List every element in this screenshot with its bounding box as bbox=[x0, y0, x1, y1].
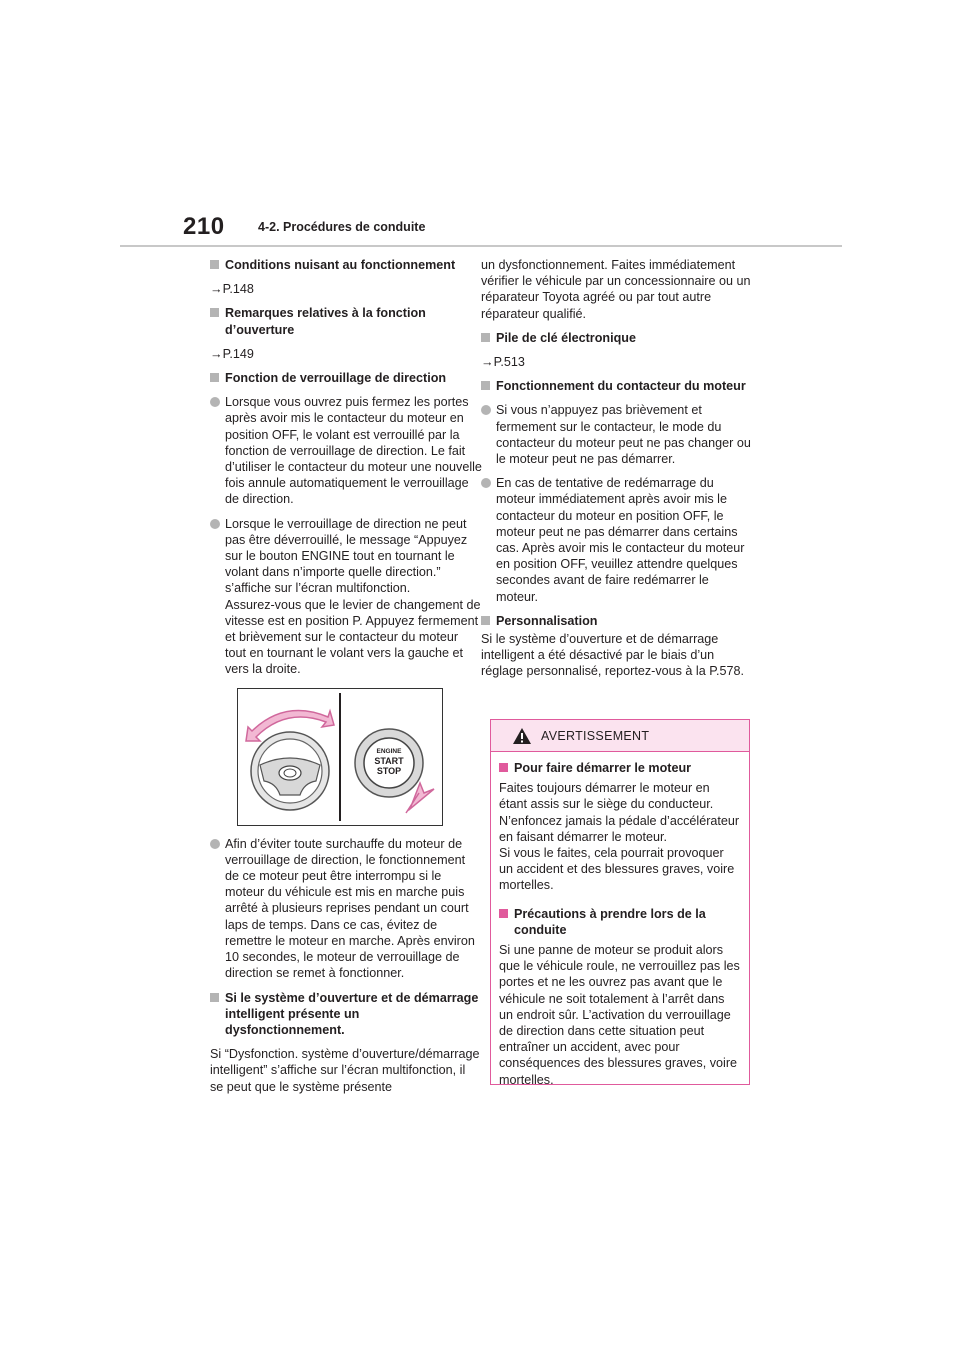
bullet-text: Assurez-vous que le levier de changement de vitesse est en position P. Appuyez fermement et brièvement sur le contacteur du moteur tout en tournant le volant vers la gauche et vers la droite. bbox=[225, 597, 481, 677]
engine-start-stop-button-icon bbox=[355, 729, 423, 797]
heading-dysfonctionnement: Si le système d’ouverture et de démarrage intelligent présente un dysfonctionnement. bbox=[210, 990, 482, 1039]
page-reference[interactable]: →P.513 bbox=[481, 355, 525, 370]
warning-paragraph: Si vous le faites, cela pourrait provoquer un accident et des blessures graves, voire mortelles. bbox=[499, 846, 735, 893]
header-rule bbox=[120, 245, 842, 247]
chapter-title: 4-2. Procédures de conduite bbox=[258, 220, 426, 234]
paragraph: Si le système d’ouverture et de démarrage intelligent a été désactivé par le biais d’un réglage personnalisé, reportez-vous à la P.578. bbox=[481, 632, 745, 679]
page-reference[interactable]: →P.148 bbox=[210, 282, 254, 297]
warning-title: AVERTISSEMENT bbox=[541, 729, 650, 743]
bullet-paragraph: Lorsque vous ouvrez puis fermez les portes après avoir mis le contacteur du moteur en position OFF, le volant est verrouillé par la fonction de verrouillage de direction. Le fait d’utiliser le contacteur du moteur une nouvelle fois annule automatiquement le verrouillage de direction. bbox=[210, 394, 482, 507]
paragraph: Si “Dysfonction. système d’ouverture/démarrage intelligent” s’affiche sur l’écran multifonction, il se peut que le système présente bbox=[210, 1047, 480, 1094]
warning-triangle-icon bbox=[513, 728, 531, 744]
bullet-paragraph: En cas de tentative de redémarrage du moteur immédiatement après avoir mis le contacteur du moteur en position OFF, le moteur peut ne pas démarrer dans certains cas. Après avoir mis le contacteur du moteur en position OFF, veuillez attendre quelques secondes avant de faire redémarrer le moteur. bbox=[481, 475, 753, 605]
warning-paragraph: Faites toujours démarrer le moteur en étant assis sur le siège du conducteur. N’enfoncez jamais la pédale d’accélérateur en faisant démarrer le moteur. bbox=[499, 781, 740, 844]
page-reference[interactable]: →P.149 bbox=[210, 346, 254, 361]
heading-personnalisation: Personnalisation bbox=[481, 613, 753, 629]
bullet-paragraph: Afin d’éviter toute surchauffe du moteur de verrouillage de direction, le fonctionnement de ce moteur peut être interrompu si le moteur du véhicule est mis en marche puis arrêté à plusieurs reprises pendant un court laps de temps. Dans ce cas, évitez de remettre le moteur en marche. Après environ 10 secondes, le moteur de verrouillage de direction se remet à fonctionner. bbox=[210, 836, 482, 982]
warning-heading-demarrer: Pour faire démarrer le moteur bbox=[499, 760, 741, 776]
bullet-text: Lorsque le verrouillage de direction ne peut pas être déverrouillé, le message “Appuyez sur le bouton ENGINE tout en tournant le volant dans n’importe quelle direction.” s’affiche sur l’écran multifonction. bbox=[225, 516, 468, 596]
warning-box bbox=[490, 719, 750, 1085]
warning-header bbox=[491, 720, 749, 752]
button-label-start: START bbox=[374, 755, 404, 766]
left-column bbox=[210, 257, 482, 1103]
paragraph: un dysfonctionnement. Faites immédiatement vérifier le véhicule par un concessionnaire ou un réparateur Toyota agréé ou par tout autre réparateur qualifié. bbox=[481, 258, 751, 321]
button-label-engine: ENGINE bbox=[376, 747, 402, 755]
heading-verrouillage: Fonction de verrouillage de direction bbox=[210, 370, 482, 386]
illustration-svg bbox=[238, 689, 442, 825]
warning-heading-precautions: Précautions à prendre lors de la conduite bbox=[499, 906, 741, 938]
warning-paragraph: Si une panne de moteur se produit alors que le véhicule roule, ne verrouillez pas les portes et ne les ouvrez pas avant que le véhicule ne soit totalement à l’arrêt dans un endroit sûr. L’activation du verrouillage de direction dans cette situation peut entraîner un accident, avec pour conséquences des blessures graves, voire mortelles. bbox=[499, 943, 740, 1087]
heading-contacteur: Fonctionnement du contacteur du moteur bbox=[481, 378, 753, 394]
warning-body bbox=[491, 752, 749, 1088]
page-number: 210 bbox=[183, 213, 225, 240]
right-column bbox=[481, 257, 753, 688]
heading-remarques: Remarques relatives à la fonction d’ouverture bbox=[210, 305, 482, 337]
bullet-paragraph bbox=[210, 516, 482, 678]
steering-and-start-button-illustration bbox=[237, 688, 443, 826]
steering-wheel-icon bbox=[251, 732, 329, 810]
bullet-paragraph: Si vous n’appuyez pas brièvement et fermement sur le contacteur, le mode du contacteur du moteur peut ne pas changer ou le moteur peut ne pas démarrer. bbox=[481, 402, 753, 467]
heading-pile: Pile de clé électronique bbox=[481, 330, 753, 346]
button-label-stop: STOP bbox=[376, 765, 402, 776]
heading-conditions: Conditions nuisant au fonctionnement bbox=[210, 257, 482, 273]
